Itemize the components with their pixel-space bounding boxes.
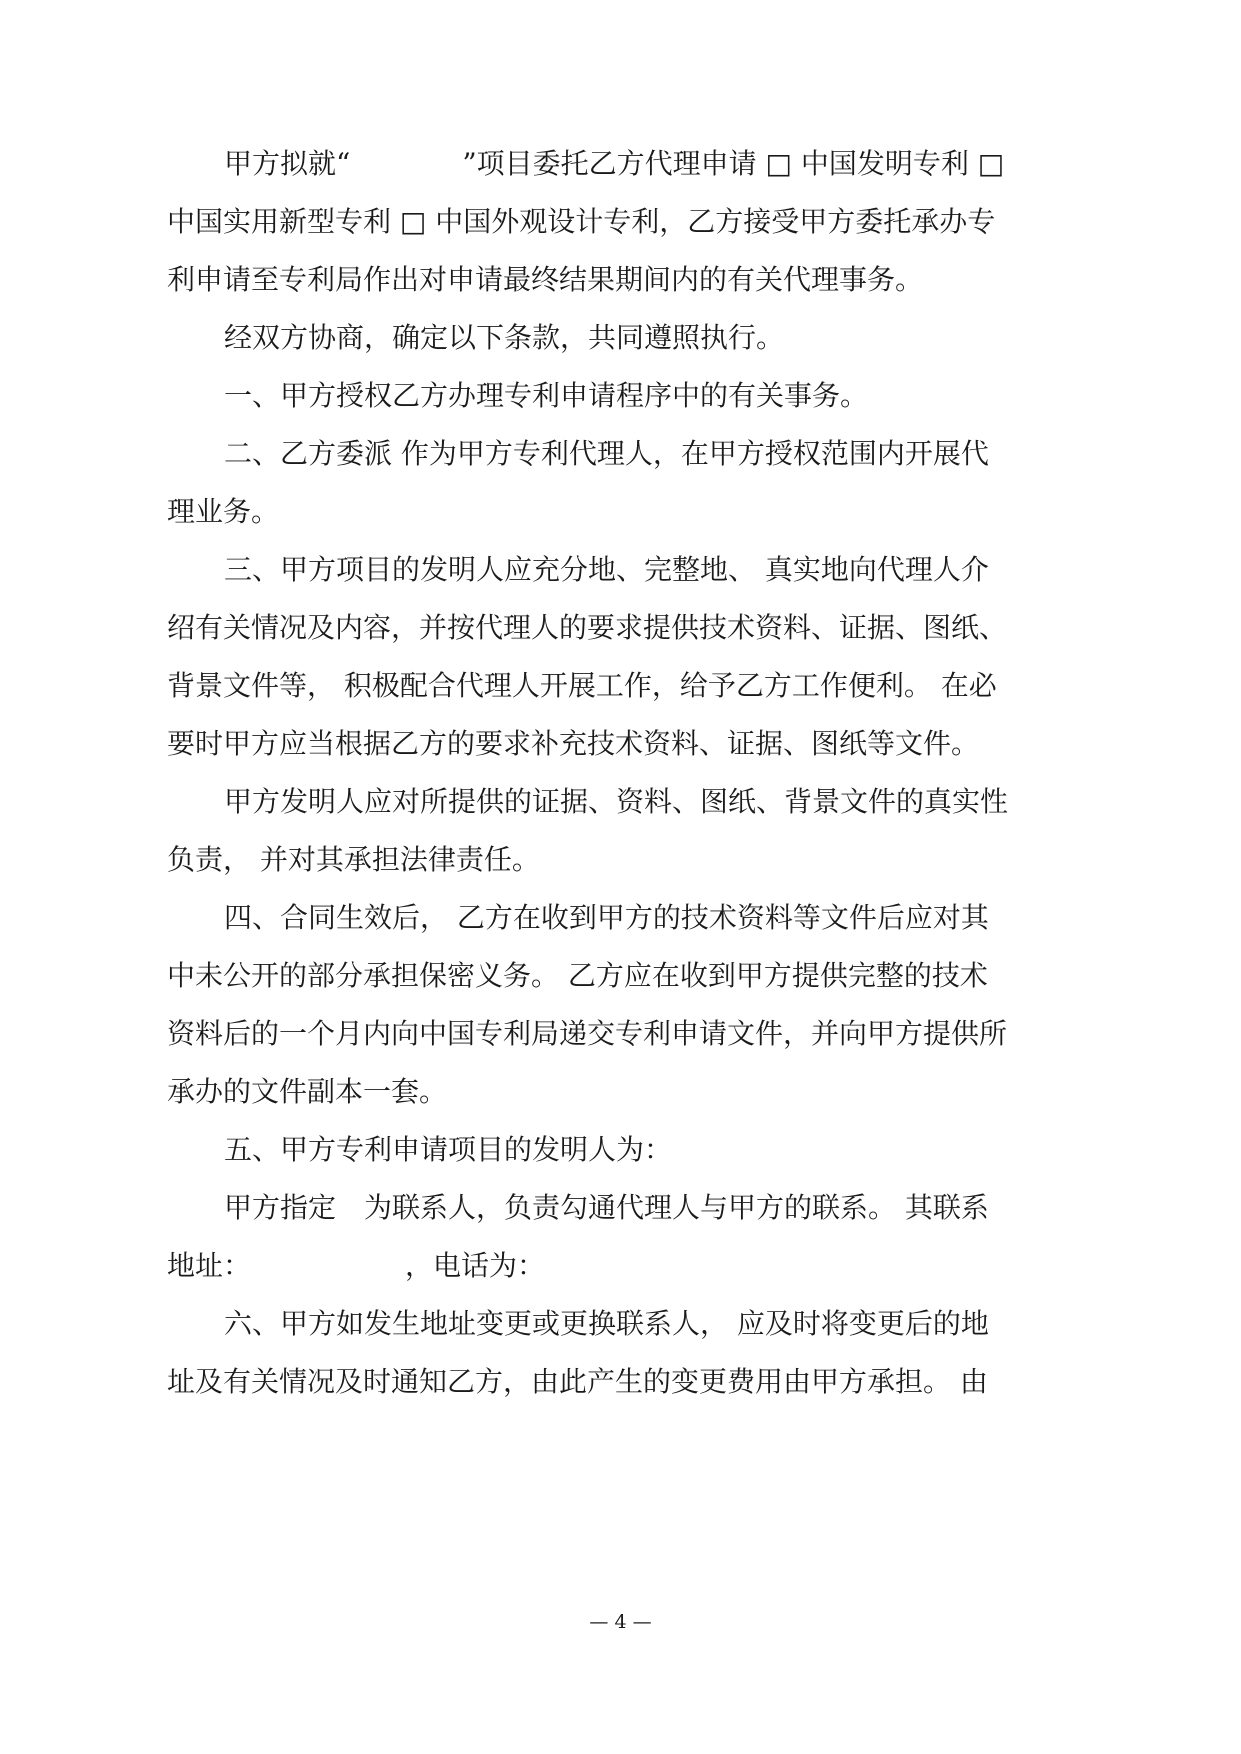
text-line: 甲方指定 为联系人，负责勾通代理人与甲方的联系。 其联系	[224, 1191, 989, 1224]
text-line: 要时甲方应当根据乙方的要求补充技术资料、证据、图纸等文件。	[167, 727, 980, 760]
text-line: 承办的文件副本一套。	[167, 1075, 448, 1108]
text-line: 甲方发明人应对所提供的证据、资料、图纸、背景文件的真实性	[224, 785, 1009, 818]
text-line: 甲方拟就“ ”项目委托乙方代理申请 □ 中国发明专利 □	[224, 147, 1005, 180]
text-line: 背景文件等， 积极配合代理人开展工作，给予乙方工作便利。 在必	[167, 669, 997, 702]
text-line: 二、乙方委派 作为甲方专利代理人，在甲方授权范围内开展代	[224, 437, 989, 470]
text-line: 中未公开的部分承担保密义务。 乙方应在收到甲方提供完整的技术	[167, 959, 988, 992]
text-line: 五、甲方专利申请项目的发明人为：	[224, 1133, 673, 1166]
text-line: 负责， 并对其承担法律责任。	[167, 843, 540, 876]
text-line: 地址： ，电话为：	[167, 1249, 546, 1282]
text-line: 四、合同生效后， 乙方在收到甲方的技术资料等文件后应对其	[224, 901, 989, 934]
text-line: 六、甲方如发生地址变更或更换联系人， 应及时将变更后的地	[224, 1307, 989, 1340]
text-line: 绍有关情况及内容，并按代理人的要求提供技术资料、证据、图纸、	[167, 611, 1008, 644]
text-line: 经双方协商，确定以下条款，共同遵照执行。	[224, 321, 785, 354]
text-line: 址及有关情况及时通知乙方，由此产生的变更费用由甲方承担。 由	[167, 1365, 988, 1398]
text-line: 中国实用新型专利 □ 中国外观设计专利，乙方接受甲方委托承办专	[167, 205, 996, 238]
text-line: 利申请至专利局作出对申请最终结果期间内的有关代理事务。	[167, 263, 924, 296]
text-line: 理业务。	[167, 495, 280, 528]
text-line: 一、甲方授权乙方办理专利申请程序中的有关事务。	[224, 379, 869, 412]
text-line: 三、甲方项目的发明人应充分地、完整地、 真实地向代理人介	[224, 553, 989, 586]
text-line: 资料后的一个月内向中国专利局递交专利申请文件，并向甲方提供所	[167, 1017, 1008, 1050]
page-number: — 4 —	[589, 1611, 652, 1633]
